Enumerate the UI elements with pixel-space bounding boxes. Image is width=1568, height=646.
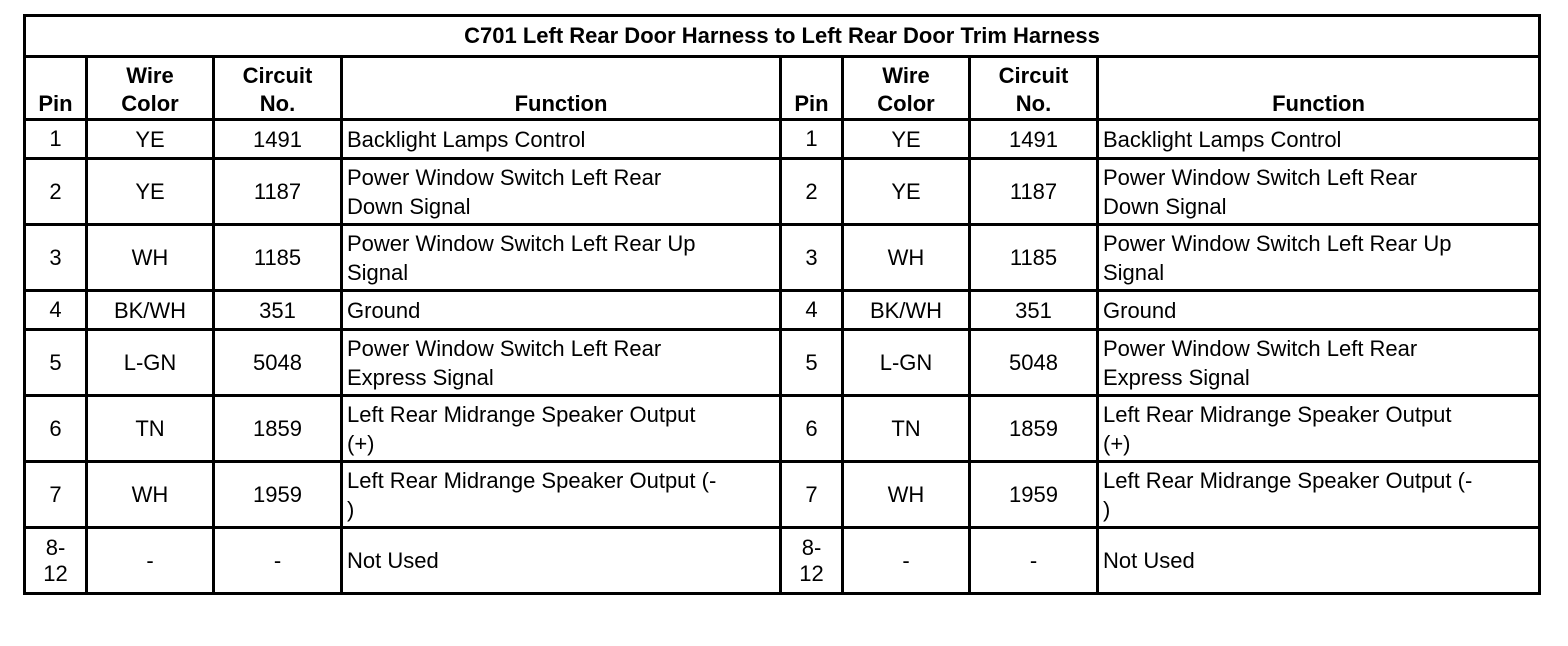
connector-pinout-table <box>23 14 1541 595</box>
pin-cell: 3 <box>25 225 87 291</box>
function-cell: Power Window Switch Left Rear Down Signal <box>342 159 781 225</box>
function-cell: Left Rear Midrange Speaker Output (- ) <box>342 462 781 528</box>
pin-cell: 5 <box>25 330 87 396</box>
function-cell: Not Used <box>1098 528 1540 594</box>
function-cell: Ground <box>342 291 781 330</box>
header-function-right: Function <box>1098 57 1540 120</box>
function-cell: Left Rear Midrange Speaker Output (+) <box>342 396 781 462</box>
wire-color-cell: WH <box>843 462 970 528</box>
header-pin-right: Pin <box>781 57 843 120</box>
pin-cell: 1 <box>25 120 87 159</box>
table-row <box>25 330 1540 396</box>
pin-cell: 8- 12 <box>781 528 843 594</box>
pin-cell: 3 <box>781 225 843 291</box>
function-cell: Power Window Switch Left Rear Up Signal <box>1098 225 1540 291</box>
circuit-cell: 1185 <box>970 225 1098 291</box>
wire-color-cell: YE <box>87 159 214 225</box>
circuit-cell: 1185 <box>214 225 342 291</box>
circuit-cell: 1959 <box>214 462 342 528</box>
circuit-cell: 1187 <box>214 159 342 225</box>
function-cell: Left Rear Midrange Speaker Output (+) <box>1098 396 1540 462</box>
wire-color-cell: TN <box>87 396 214 462</box>
header-row <box>25 57 1540 120</box>
function-cell: Power Window Switch Left Rear Down Signal <box>1098 159 1540 225</box>
wire-color-cell: YE <box>843 120 970 159</box>
circuit-cell: 1959 <box>970 462 1098 528</box>
pin-cell: 7 <box>25 462 87 528</box>
table-row <box>25 462 1540 528</box>
function-cell: Power Window Switch Left Rear Express Signal <box>1098 330 1540 396</box>
wire-color-cell: BK/WH <box>843 291 970 330</box>
function-cell: Backlight Lamps Control <box>342 120 781 159</box>
function-cell: Power Window Switch Left Rear Up Signal <box>342 225 781 291</box>
pin-cell: 2 <box>25 159 87 225</box>
circuit-cell: 5048 <box>970 330 1098 396</box>
wire-color-cell: YE <box>87 120 214 159</box>
function-cell: Backlight Lamps Control <box>1098 120 1540 159</box>
wire-color-cell: WH <box>87 225 214 291</box>
pin-cell: 4 <box>781 291 843 330</box>
pin-cell: 8- 12 <box>25 528 87 594</box>
wire-color-cell: L-GN <box>87 330 214 396</box>
table-row <box>25 120 1540 159</box>
circuit-cell: 1859 <box>970 396 1098 462</box>
circuit-cell: 1187 <box>970 159 1098 225</box>
wire-color-cell: WH <box>87 462 214 528</box>
table-row <box>25 225 1540 291</box>
wire-color-cell: YE <box>843 159 970 225</box>
header-function-left: Function <box>342 57 781 120</box>
circuit-cell: 1859 <box>214 396 342 462</box>
function-cell: Ground <box>1098 291 1540 330</box>
table-row <box>25 159 1540 225</box>
circuit-cell: 351 <box>214 291 342 330</box>
header-wire-color-right: Wire Color <box>843 57 970 120</box>
pin-cell: 6 <box>25 396 87 462</box>
function-cell: Power Window Switch Left Rear Express Signal <box>342 330 781 396</box>
circuit-cell: 351 <box>970 291 1098 330</box>
pin-cell: 7 <box>781 462 843 528</box>
connector-table-wrapper <box>23 14 1541 595</box>
wire-color-cell: WH <box>843 225 970 291</box>
table-title: C701 Left Rear Door Harness to Left Rear Door Trim Harness <box>25 16 1540 57</box>
pin-cell: 4 <box>25 291 87 330</box>
wire-color-cell: - <box>87 528 214 594</box>
table-row <box>25 528 1540 594</box>
table-row <box>25 291 1540 330</box>
pin-cell: 1 <box>781 120 843 159</box>
circuit-cell: 5048 <box>214 330 342 396</box>
function-cell: Not Used <box>342 528 781 594</box>
header-circuit-left: Circuit No. <box>214 57 342 120</box>
circuit-cell: - <box>214 528 342 594</box>
header-circuit-right: Circuit No. <box>970 57 1098 120</box>
wire-color-cell: L-GN <box>843 330 970 396</box>
circuit-cell: 1491 <box>214 120 342 159</box>
pin-cell: 2 <box>781 159 843 225</box>
circuit-cell: - <box>970 528 1098 594</box>
pin-cell: 6 <box>781 396 843 462</box>
wire-color-cell: BK/WH <box>87 291 214 330</box>
wire-color-cell: - <box>843 528 970 594</box>
wire-color-cell: TN <box>843 396 970 462</box>
header-wire-color-left: Wire Color <box>87 57 214 120</box>
table-row <box>25 396 1540 462</box>
function-cell: Left Rear Midrange Speaker Output (- ) <box>1098 462 1540 528</box>
pin-cell: 5 <box>781 330 843 396</box>
header-pin-left: Pin <box>25 57 87 120</box>
circuit-cell: 1491 <box>970 120 1098 159</box>
